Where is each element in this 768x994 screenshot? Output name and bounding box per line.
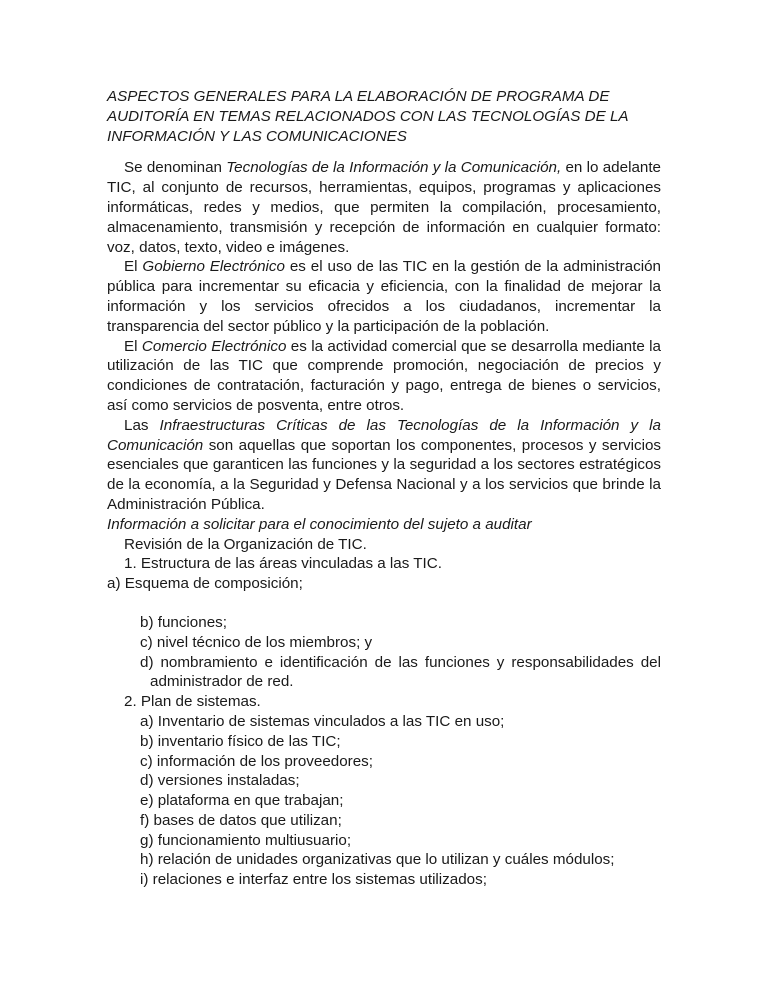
defined-term: Comercio Electrónico <box>141 337 287 355</box>
text: El <box>124 258 143 276</box>
list-item: h) relación de unidades organizativas que lo utilizan y cuáles módulos; <box>140 851 615 869</box>
blank-line <box>107 594 661 613</box>
section2-heading: 2. Plan de sistemas. <box>124 693 261 711</box>
list-item: b) funciones; <box>140 613 227 631</box>
defined-term: Tecnologías de la Información y la Comunicación, <box>226 159 562 177</box>
text: Las <box>124 416 160 434</box>
defined-term: Gobierno Electrónico <box>142 258 285 276</box>
review-heading: Revisión de la Organización de TIC. <box>124 535 367 553</box>
text: son aquellas que soportan los componentes, procesos y servicios esenciales que garanticen las funciones y la seguridad a los sectores estratégicos de la economía, a la Seguridad y Defensa Nacional y a los servicios que brinde la Administración Pública. <box>107 436 661 513</box>
text: en lo adelante TIC, al conjunto de recursos, herramientas, equipos, programas y aplicaciones informáticas, redes y medios, que permiten la compilación, procesamiento, almacenamiento, transmisión y recepción de información en cualquier formato: voz, datos, texto, video e imágenes. <box>107 159 662 256</box>
list-item: e) plataforma en que trabajan; <box>140 792 344 810</box>
text: Se denominan <box>124 159 227 177</box>
list-item: f) bases de datos que utilizan; <box>140 811 342 829</box>
text: es el uso de las TIC en la gestión de la administración pública para incrementar su eficacia y eficiencia, con la finalidad de mejorar la información y los servicios ofrecidos a los ciudadanos, incrementar la transparencia del sector público y la participación de la población. <box>107 258 661 335</box>
defined-term: Infraestructuras Críticas de las Tecnologías de la Información y la Comunicación <box>107 416 661 454</box>
list-item: a) Inventario de sistemas vinculados a las TIC en uso; <box>140 712 505 730</box>
paragraph-infraestructuras-criticas <box>107 416 661 515</box>
section1-heading: 1. Estructura de las áreas vinculadas a las TIC. <box>124 555 442 573</box>
list-item: c) nivel técnico de los miembros; y <box>140 633 373 651</box>
text: es la actividad comercial que se desarrolla mediante la utilización de las TIC que comprende promoción, negociación de precios y condiciones de contratación, facturación y pago, entrega de bienes o servicios, así como servicios de posventa, entre otros. <box>107 337 661 414</box>
list-item: a) Esquema de composición; <box>107 575 303 593</box>
list-item: d) nombramiento e identificación de las funciones y responsabilidades del administrador de red. <box>140 653 661 691</box>
document-title: ASPECTOS GENERALES PARA LA ELABORACIÓN DE PROGRAMA DE AUDITORÍA EN TEMAS RELACIONADOS CON LAS TECNOLOGÍAS DE LA INFORMACIÓN Y LAS COMUNICACIONES <box>107 88 628 145</box>
paragraph-tic-definition <box>107 158 661 257</box>
list-item: i) relaciones e interfaz entre los sistemas utilizados; <box>140 871 487 889</box>
list-item: g) funcionamiento multiusuario; <box>140 831 352 849</box>
paragraph-comercio-electronico <box>107 337 661 416</box>
text: El <box>124 337 142 355</box>
document-page <box>107 87 661 890</box>
section-heading: Información a solicitar para el conocimiento del sujeto a auditar <box>107 515 532 533</box>
list-item: d) versiones instaladas; <box>140 772 300 790</box>
list-item: c) información de los proveedores; <box>140 752 373 770</box>
paragraph-gobierno-electronico <box>107 257 661 336</box>
list-item: b) inventario físico de las TIC; <box>140 732 341 750</box>
